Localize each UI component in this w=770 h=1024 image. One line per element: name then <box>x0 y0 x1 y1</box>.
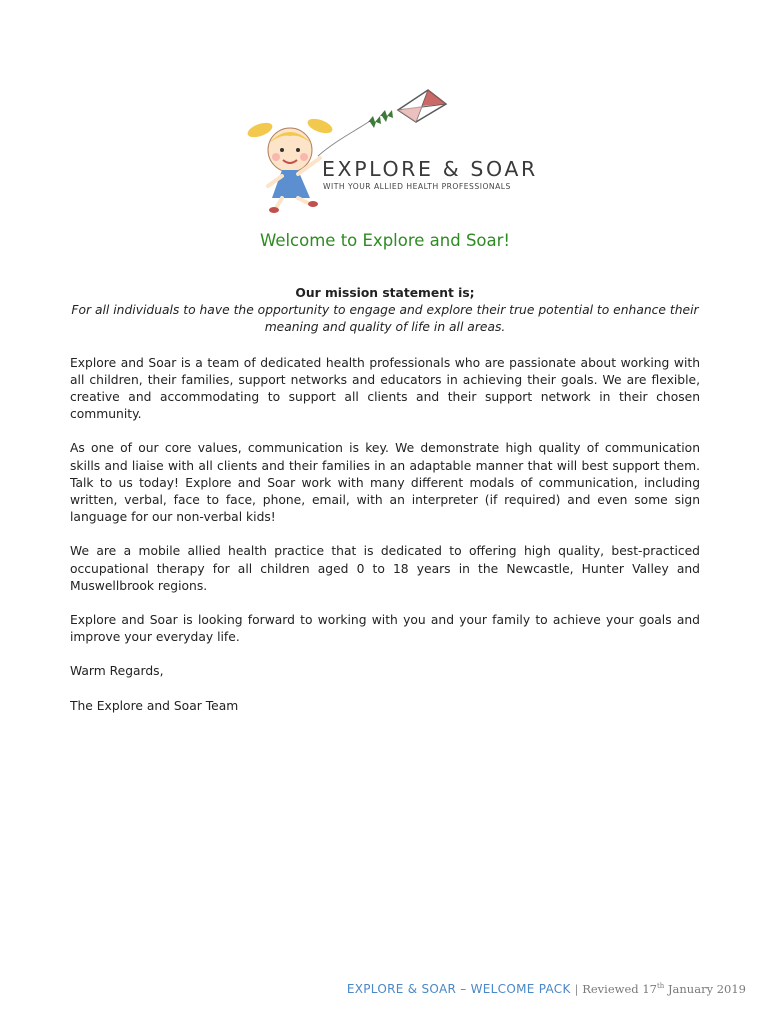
mission-statement: For all individuals to have the opportunity to engage and explore their true potential to enhance their meaning and quality of life in all areas. <box>71 303 699 335</box>
footer-reviewed: Reviewed 17th January 2019 <box>582 982 746 996</box>
footer-separator: | <box>574 982 579 996</box>
regards: Warm Regards, <box>70 664 164 679</box>
letter-body <box>70 285 700 732</box>
page-footer <box>347 982 746 996</box>
logo-title: EXPLORE & SOAR <box>322 157 538 181</box>
kite-girl-illustration <box>240 86 540 214</box>
footer-brand: EXPLORE & SOAR – WELCOME PACK <box>346 982 571 996</box>
paragraph-practice: We are a mobile allied health practice that is dedicated to offering high quality, best-practiced occupational therapy for all children aged 0 to 18 years in the Newcastle, Hunter Valley and Muswellbrook regions. <box>70 544 700 593</box>
logo-subtitle: WITH YOUR ALLIED HEALTH PROFESSIONALS <box>323 182 511 191</box>
logo <box>240 86 540 214</box>
paragraph-intro: Explore and Soar is a team of dedicated health professionals who are passionate about working with all children, their families, support networks and educators in achieving their goals. We are flexible, creative and accommodating to support all clients and their support network in their chosen community. <box>70 355 700 422</box>
welcome-heading: Welcome to Explore and Soar! <box>259 231 511 250</box>
paragraph-communication: As one of our core values, communication is key. We demonstrate high quality of communication skills and liaise with all clients and their families in an adaptable manner that will best support them. Talk to us today! Explore and Soar work with many different modals of communication, including written, verbal, face to face, phone, email, with an interpreter (if required) and even some sign language for our non-verbal kids! <box>70 441 700 525</box>
mission-heading: Our mission statement is; <box>295 286 475 300</box>
paragraph-closing: Explore and Soar is looking forward to working with you and your family to achieve your goals and improve your everyday life. <box>70 613 700 645</box>
signature: The Explore and Soar Team <box>70 698 239 713</box>
